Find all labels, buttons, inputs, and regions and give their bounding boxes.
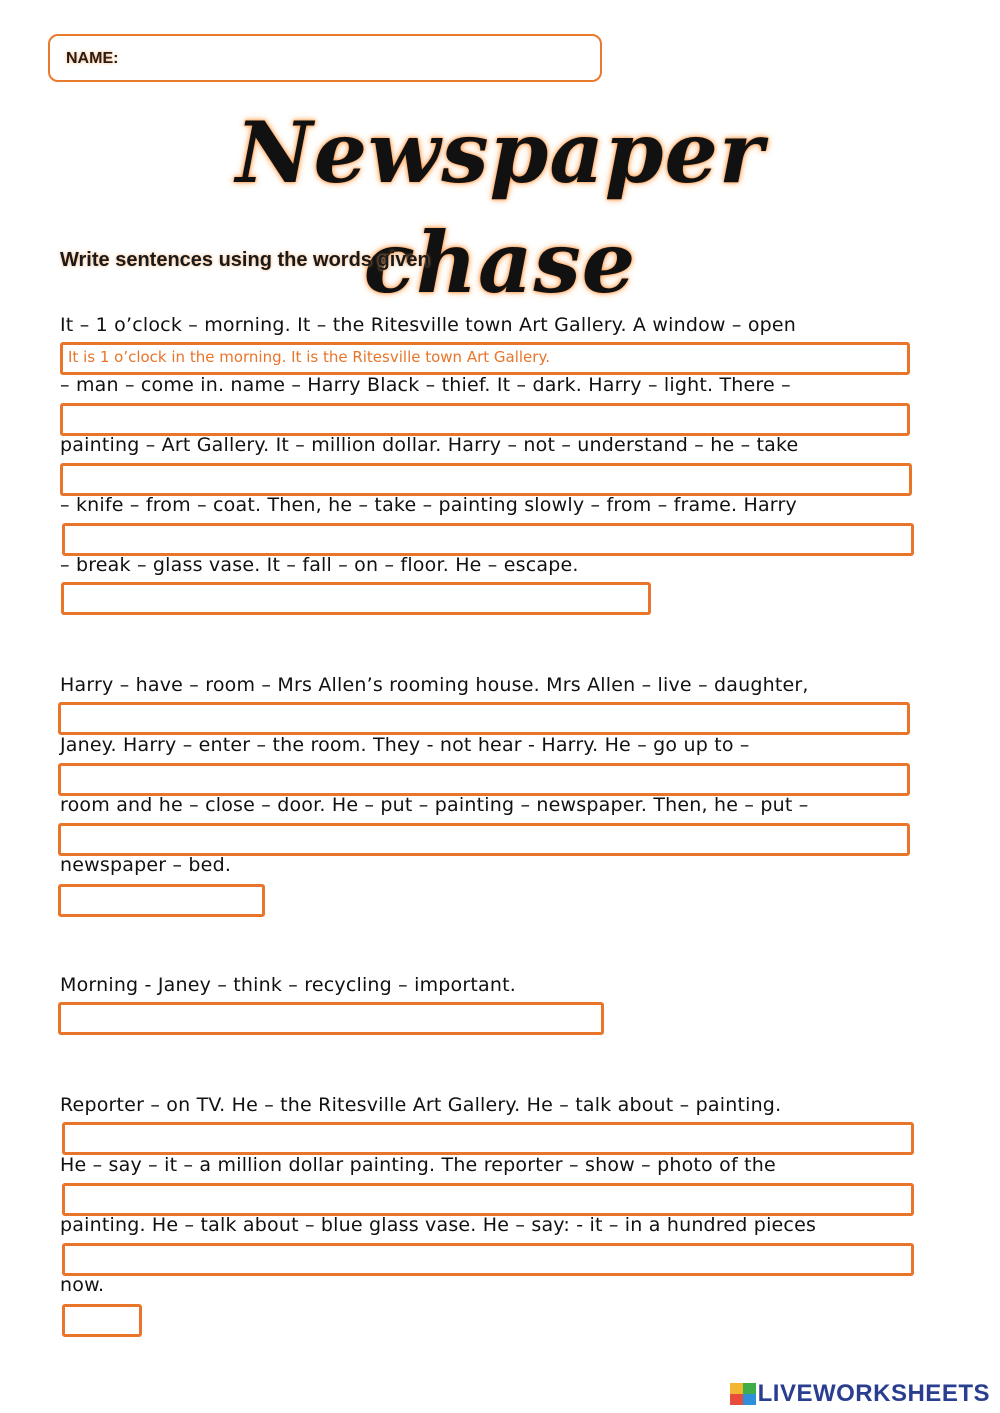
answer-field[interactable] xyxy=(58,884,265,917)
prompt-line: painting – Art Gallery. It – million dollar. Harry – not – understand – he – take xyxy=(60,434,799,456)
answer-field[interactable] xyxy=(58,702,910,735)
prompt-line: – break – glass vase. It – fall – on – floor. He – escape. xyxy=(60,554,579,576)
instruction-text: Write sentences using the words given xyxy=(60,249,430,271)
prompt-line: Janey. Harry – enter – the room. They - not hear - Harry. He – go up to – xyxy=(60,734,750,756)
answer-field[interactable] xyxy=(58,1002,604,1035)
answer-field[interactable] xyxy=(62,523,914,556)
prompt-line: He – say – it – a million dollar painting. The reporter – show – photo of the xyxy=(60,1154,776,1176)
prompt-line: – knife – from – coat. Then, he – take – painting slowly – from – frame. Harry xyxy=(60,494,797,516)
logo-text: LIVEWORKSHEETS xyxy=(757,1380,990,1407)
answer-field[interactable] xyxy=(60,463,912,496)
answer-field[interactable] xyxy=(62,1243,914,1276)
name-field[interactable] xyxy=(48,34,602,82)
answer-field[interactable]: It is 1 o’clock in the morning. It is the Ritesville town Art Gallery. xyxy=(60,342,910,375)
liveworksheets-logo xyxy=(730,1380,990,1408)
prompt-line: newspaper – bed. xyxy=(60,854,232,876)
logo-square xyxy=(730,1383,743,1394)
answer-field[interactable] xyxy=(61,582,651,615)
prompt-line: Harry – have – room – Mrs Allen’s rooming house. Mrs Allen – live – daughter, xyxy=(60,674,809,696)
prompt-line: painting. He – talk about – blue glass vase. He – say: - it – in a hundred pieces xyxy=(60,1214,817,1236)
prompt-line: It – 1 o’clock – morning. It – the Ritesville town Art Gallery. A window – open xyxy=(60,314,797,336)
logo-square xyxy=(743,1394,756,1405)
prompt-line: room and he – close – door. He – put – painting – newspaper. Then, he – put – xyxy=(60,794,809,816)
prompt-line: Morning - Janey – think – recycling – important. xyxy=(60,974,517,996)
answer-field[interactable] xyxy=(62,1304,142,1337)
answer-field[interactable] xyxy=(58,823,910,856)
answer-field[interactable] xyxy=(58,763,910,796)
answer-field[interactable] xyxy=(60,403,910,436)
prompt-line: now. xyxy=(60,1274,105,1296)
logo-square xyxy=(743,1383,756,1394)
prompt-line: Reporter – on TV. He – the Ritesville Art Gallery. He – talk about – painting. xyxy=(60,1094,782,1116)
answer-field[interactable] xyxy=(62,1183,914,1216)
prompt-line: – man – come in. name – Harry Black – thief. It – dark. Harry – light. There – xyxy=(60,374,791,396)
page-title: Newspaper chase xyxy=(235,103,765,312)
logo-badge-icon xyxy=(730,1383,756,1405)
name-label: NAME: xyxy=(66,50,119,67)
logo-square xyxy=(730,1394,743,1405)
answer-field[interactable] xyxy=(62,1122,914,1155)
